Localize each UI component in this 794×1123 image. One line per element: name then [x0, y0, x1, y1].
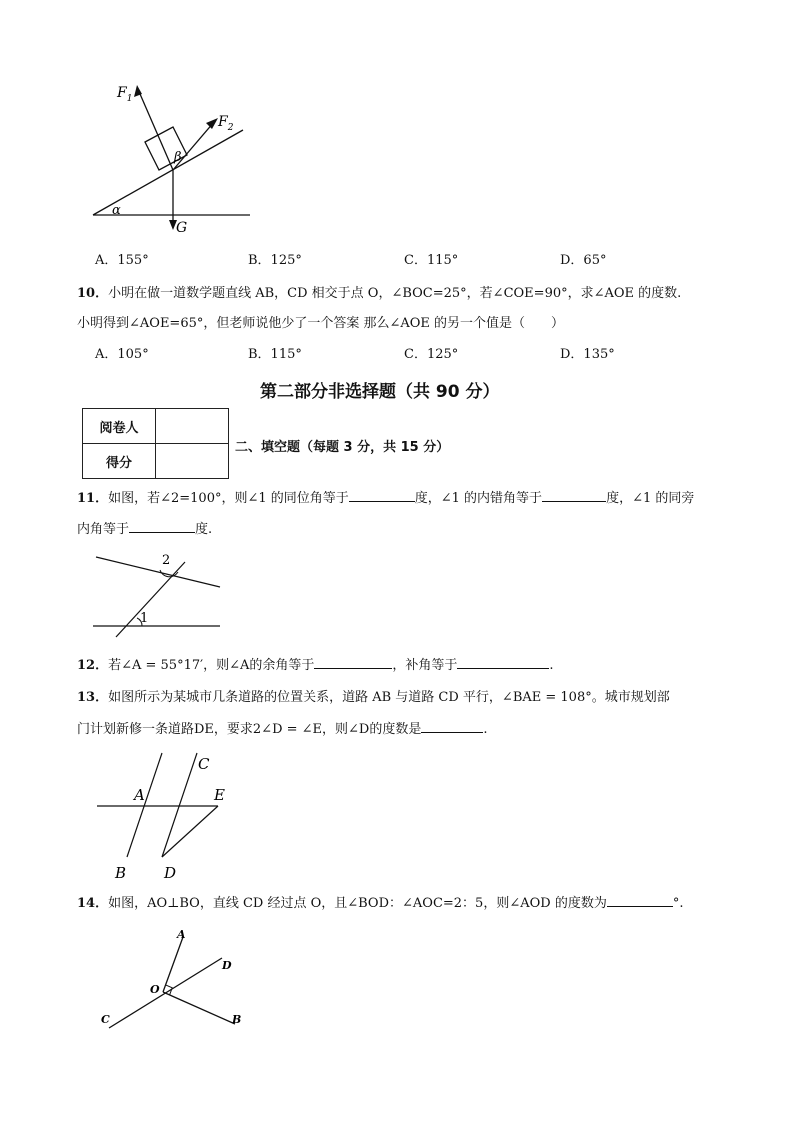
q12-number: 12． [77, 658, 109, 673]
part2-title: 第二部分非选择题（共 90 分） [260, 382, 500, 402]
q11-blank1[interactable] [349, 487, 415, 502]
q11-text2: 度，∠1 的内错角等于 [414, 491, 543, 506]
label-beta: β [174, 150, 182, 165]
point-d-label: D [164, 864, 177, 882]
section2-title: 二、填空题（每题 3 分，共 15 分） [235, 440, 450, 455]
reviewer-label: 阅卷人 [83, 409, 156, 444]
point-b-label: B [115, 864, 127, 882]
point-c-label: C [198, 755, 210, 773]
q11-text5: 度. [195, 522, 213, 537]
q10-line2: 小明得到∠AOE=65°，但老师说他少了一个答案 那么∠AOE 的另一个值是（ ） [77, 316, 565, 331]
q13-blank[interactable] [421, 718, 483, 733]
reviewer-cell [156, 409, 229, 444]
q9-option-b: B．125° [248, 253, 302, 268]
q13-text2: 门计划新修一条道路DE，要求2∠D = ∠E，则∠D的度数是 [77, 722, 422, 737]
point-a-label: A [177, 928, 186, 941]
angle-1-label: 1 [140, 611, 149, 626]
q12-blank1[interactable] [314, 654, 392, 669]
score-cell [156, 444, 229, 479]
q12-text2: ，补角等于 [392, 658, 458, 673]
q9-option-a: A．155° [95, 253, 149, 268]
q14-line [77, 892, 683, 911]
q11-line2 [77, 518, 212, 537]
q11-line1 [77, 487, 694, 506]
roads-figure [92, 745, 242, 885]
q11-blank3[interactable] [129, 518, 195, 533]
q12-text1: 若∠A = 55°17′，则∠A的余角等于 [108, 658, 315, 673]
score-label: 得分 [83, 444, 156, 479]
point-b-label: B [232, 1013, 242, 1026]
q13-line1 [77, 686, 670, 705]
point-d-label: D [222, 959, 232, 972]
q12-blank2[interactable] [457, 654, 549, 669]
incline-force-figure [85, 75, 260, 235]
q9-option-c: C．115° [404, 253, 459, 268]
q14-number: 14． [77, 896, 109, 911]
point-e-label: E [214, 786, 225, 804]
q13-line2 [77, 718, 488, 737]
q10-number: 10． [77, 286, 109, 301]
label-f1: $F_1$ [117, 85, 133, 104]
label-alpha: α [112, 203, 121, 218]
perpendicular-lines-figure [95, 922, 255, 1032]
q11-text4: 内角等于 [77, 522, 130, 537]
q12-line [77, 654, 554, 673]
label-g: G [176, 220, 188, 235]
angle-2-label: 2 [162, 553, 171, 568]
q14-blank[interactable] [607, 892, 673, 907]
q10-option-c: C．125° [404, 347, 459, 362]
q9-option-d: D．65° [560, 253, 607, 268]
q11-blank2[interactable] [542, 487, 606, 502]
point-c-label: C [101, 1013, 110, 1026]
q10-line1 [77, 282, 681, 301]
q11-text1: 如图，若∠2=100°，则∠1 的同位角等于 [108, 491, 349, 506]
q14-text1: 如图，AO⊥BO，直线 CD 经过点 O，且∠BOD：∠AOC=2：5，则∠AOD 的度数为 [108, 896, 607, 911]
point-o-label: O [150, 983, 160, 996]
label-f2: $F_2$ [218, 114, 234, 133]
q10-option-d: D．135° [560, 347, 615, 362]
q13-number: 13． [77, 690, 109, 705]
q14-text2: °. [672, 896, 684, 911]
transversal-angles-figure [88, 545, 228, 640]
q11-text3: 度，∠1 的同旁 [606, 491, 695, 506]
point-a-label: A [134, 786, 145, 804]
q12-text3: . [549, 658, 554, 673]
q11-number: 11． [77, 491, 109, 506]
q13-text3: . [483, 722, 488, 737]
score-table [82, 408, 229, 479]
q13-text1: 如图所示为某城市几条道路的位置关系，道路 AB 与道路 CD 平行，∠BAE = 108°。城市规划部 [108, 690, 670, 705]
q10-option-b: B．115° [248, 347, 302, 362]
q10-option-a: A．105° [95, 347, 149, 362]
q10-text1: 小明在做一道数学题直线 AB，CD 相交于点 O，∠BOC=25°，若∠COE=90°，求∠AOE 的度数. [108, 286, 682, 301]
